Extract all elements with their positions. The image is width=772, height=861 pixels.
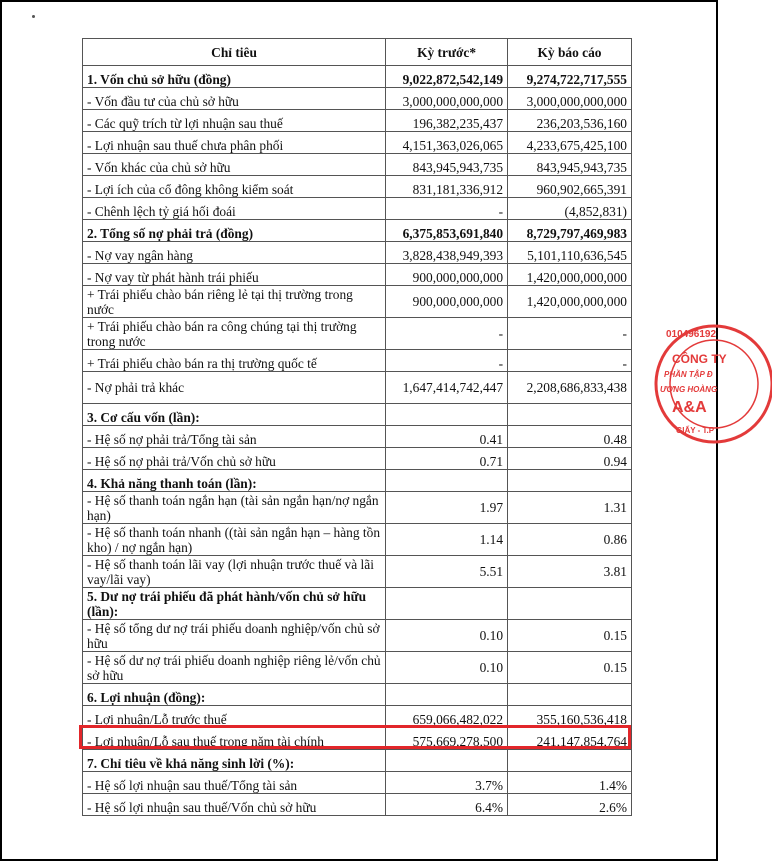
row-label: - Lợi nhuận/Lỗ trước thuế [83,706,386,728]
company-stamp [652,320,772,450]
row-prev-value: 9,022,872,542,149 [386,66,508,88]
table-row [83,242,632,264]
table-row [83,706,632,728]
stamp-text-line: ƯƠNG HOÀNG [660,385,718,394]
row-label: + Trái phiếu chào bán riêng lẻ tại thị trường trong nước [83,286,386,318]
row-curr-value: 1.31 [508,492,632,524]
row-curr-value: 4,233,675,425,100 [508,132,632,154]
row-prev-value [386,404,508,426]
row-curr-value: 1,420,000,000,000 [508,286,632,318]
row-label: - Hệ số thanh toán nhanh ((tài sản ngắn hạn – hàng tồn kho) / nợ ngắn hạn) [83,524,386,556]
row-label: 2. Tổng số nợ phải trả (đồng) [83,220,386,242]
header-indicator: Chỉ tiêu [83,39,386,66]
table-row [83,286,632,318]
table-row [83,318,632,350]
stamp-brand: A&A [672,399,707,416]
row-prev-value: 575,669,278,500 [386,728,508,750]
row-curr-value: 1.4% [508,772,632,794]
row-label: - Lợi ích của cổ đông không kiểm soát [83,176,386,198]
row-curr-value: 0.15 [508,620,632,652]
table-header-row [83,39,632,66]
row-curr-value: 241,147,854,764 [508,728,632,750]
row-prev-value: 0.10 [386,652,508,684]
row-curr-value [508,404,632,426]
row-prev-value: - [386,198,508,220]
row-curr-value: 0.48 [508,426,632,448]
row-prev-value: 5.51 [386,556,508,588]
row-prev-value: 843,945,943,735 [386,154,508,176]
row-prev-value: 0.71 [386,448,508,470]
row-prev-value: 3,000,000,000,000 [386,88,508,110]
row-label: - Vốn khác của chủ sở hữu [83,154,386,176]
row-label: 7. Chỉ tiêu về khả năng sinh lời (%): [83,750,386,772]
header-reporting-period: Kỳ báo cáo [508,39,632,66]
row-curr-value: 0.86 [508,524,632,556]
table-row [83,154,632,176]
row-curr-value [508,684,632,706]
row-label: - Hệ số nợ phải trả/Vốn chủ sở hữu [83,448,386,470]
row-label: - Chênh lệch tỷ giá hối đoái [83,198,386,220]
row-curr-value: 0.94 [508,448,632,470]
table-row [83,794,632,816]
row-label: - Hệ số lợi nhuận sau thuế/Vốn chủ sở hữu [83,794,386,816]
row-curr-value: 8,729,797,469,983 [508,220,632,242]
row-label: - Lợi nhuận sau thuế chưa phân phối [83,132,386,154]
row-curr-value: 843,945,943,735 [508,154,632,176]
table-row-highlighted [83,728,632,750]
table-row [83,556,632,588]
row-curr-value [508,470,632,492]
row-curr-value: 0.15 [508,652,632,684]
row-prev-value [386,684,508,706]
table-row [83,66,632,88]
table-row [83,750,632,772]
row-prev-value: 196,382,235,437 [386,110,508,132]
row-label: - Hệ số tổng dư nợ trái phiếu doanh nghiệp/vốn chủ sở hữu [83,620,386,652]
row-label: 3. Cơ cấu vốn (lần): [83,404,386,426]
row-prev-value: 831,181,336,912 [386,176,508,198]
row-label: - Nợ vay ngân hàng [83,242,386,264]
row-label: - Nợ vay từ phát hành trái phiếu [83,264,386,286]
row-curr-value: 355,160,536,418 [508,706,632,728]
row-curr-value: 9,274,722,717,555 [508,66,632,88]
row-label: - Các quỹ trích từ lợi nhuận sau thuế [83,110,386,132]
header-previous-period: Kỳ trước* [386,39,508,66]
row-label: 6. Lợi nhuận (đồng): [83,684,386,706]
row-prev-value [386,470,508,492]
table-row [83,372,632,404]
table-row [83,350,632,372]
table-row [83,492,632,524]
row-prev-value: - [386,350,508,372]
row-prev-value: 1.14 [386,524,508,556]
row-curr-value: - [508,350,632,372]
row-prev-value [386,750,508,772]
financial-indicators-table [82,38,632,816]
table-row [83,426,632,448]
table-row [83,684,632,706]
stamp-text-line: PHẦN TẬP Đ [664,370,713,379]
table-row [83,220,632,242]
row-prev-value: 6,375,853,691,840 [386,220,508,242]
row-curr-value: 2,208,686,833,438 [508,372,632,404]
table-row [83,110,632,132]
table-row [83,88,632,110]
row-curr-value: (4,852,831) [508,198,632,220]
row-label: - Hệ số nợ phải trả/Tổng tài sản [83,426,386,448]
row-label: + Trái phiếu chào bán ra công chúng tại thị trường trong nước [83,318,386,350]
row-curr-value: 2.6% [508,794,632,816]
row-prev-value: 1.97 [386,492,508,524]
row-label: 5. Dư nợ trái phiếu đã phát hành/vốn chủ sở hữu (lần): [83,588,386,620]
table-row [83,404,632,426]
row-prev-value: - [386,318,508,350]
row-label: - Hệ số thanh toán ngắn hạn (tài sản ngắn hạn/nợ ngắn hạn) [83,492,386,524]
row-curr-value: 236,203,536,160 [508,110,632,132]
stamp-text-line: GIẤY - T.P [676,426,715,435]
table-row [83,470,632,492]
table-row [83,620,632,652]
row-label: 4. Khả năng thanh toán (lần): [83,470,386,492]
row-label: - Nợ phải trả khác [83,372,386,404]
row-prev-value: 1,647,414,742,447 [386,372,508,404]
row-label: + Trái phiếu chào bán ra thị trường quốc tế [83,350,386,372]
row-label: - Vốn đầu tư của chủ sở hữu [83,88,386,110]
row-curr-value: 3.81 [508,556,632,588]
row-label: - Lợi nhuận/Lỗ sau thuế trong năm tài chính [83,728,386,750]
row-prev-value: 3,828,438,949,393 [386,242,508,264]
table-row [83,264,632,286]
table-row [83,588,632,620]
row-label: - Hệ số lợi nhuận sau thuế/Tổng tài sản [83,772,386,794]
row-label: 1. Vốn chủ sở hữu (đồng) [83,66,386,88]
table-row [83,132,632,154]
stamp-company-label: CÔNG TY [672,352,727,366]
table-row [83,198,632,220]
table-row [83,652,632,684]
row-curr-value: 1,420,000,000,000 [508,264,632,286]
row-prev-value: 6.4% [386,794,508,816]
row-curr-value [508,750,632,772]
row-label: - Hệ số thanh toán lãi vay (lợi nhuận trước thuế và lãi vay/lãi vay) [83,556,386,588]
table-row [83,524,632,556]
row-curr-value [508,588,632,620]
row-curr-value: 3,000,000,000,000 [508,88,632,110]
table-row [83,176,632,198]
row-prev-value: 3.7% [386,772,508,794]
row-curr-value: - [508,318,632,350]
row-curr-value: 960,902,665,391 [508,176,632,198]
table-row [83,772,632,794]
table-row [83,448,632,470]
row-label: - Hệ số dư nợ trái phiếu doanh nghiệp riêng lẻ/vốn chủ sở hữu [83,652,386,684]
scan-speck [32,15,35,18]
row-prev-value: 659,066,482,022 [386,706,508,728]
row-prev-value: 900,000,000,000 [386,286,508,318]
row-prev-value: 4,151,363,026,065 [386,132,508,154]
row-prev-value: 0.10 [386,620,508,652]
row-prev-value [386,588,508,620]
row-curr-value: 5,101,110,636,545 [508,242,632,264]
row-prev-value: 900,000,000,000 [386,264,508,286]
stamp-registration-number: 010496192 [666,329,717,340]
row-prev-value: 0.41 [386,426,508,448]
